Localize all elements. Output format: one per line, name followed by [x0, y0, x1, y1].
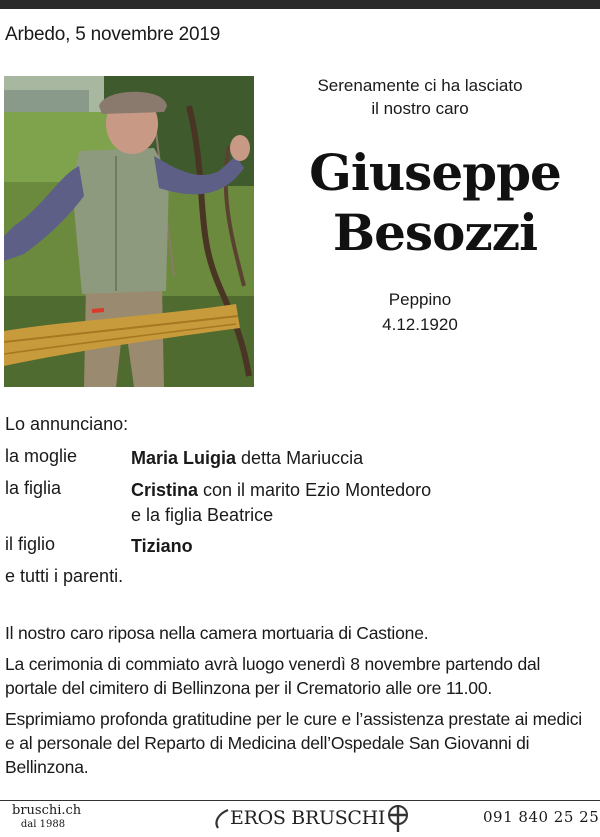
relative-extra: e la figlia Beatrice: [131, 505, 274, 525]
last-name: Besozzi: [332, 203, 538, 262]
paragraph-ceremony: La cerimonia di commiato avrà luogo venerdì 8 novembre partendo dal portale del cimitero di Bellinzona per il Crematorio alle ore 11.00.: [5, 654, 541, 698]
relative-detail: detta Mariuccia: [236, 448, 364, 468]
first-name: Giuseppe: [309, 143, 561, 202]
intro-line-1: Serenamente ci ha lasciato: [317, 76, 523, 95]
footer-logo: [212, 803, 411, 833]
paragraph-rest: Il nostro caro riposa nella camera mortuaria di Castione.: [5, 623, 429, 643]
footer-phone: 091 840 25 25: [483, 808, 600, 826]
relative-entry: [131, 446, 363, 471]
cross-circle-icon: [385, 803, 411, 833]
relative-name: Cristina: [131, 480, 199, 500]
nickname: Peppino: [388, 290, 452, 309]
footer-rule: [0, 800, 600, 801]
intro-line-2: il nostro caro: [371, 99, 469, 118]
relation-label: il figlio: [5, 534, 56, 554]
relative-entry: [131, 534, 193, 559]
announcement-heading: Lo annunciano:: [5, 414, 129, 434]
relative-entry: [131, 478, 431, 503]
place-date: Arbedo, 5 novembre 2019: [5, 24, 221, 45]
relative-detail: con il marito Ezio Montedoro: [198, 480, 432, 500]
relative-name: Maria Luigia: [131, 448, 237, 468]
intro-text: [300, 74, 540, 120]
top-rule: [0, 0, 600, 9]
relation-label: la moglie: [5, 446, 78, 466]
birth-date: 4.12.1920: [382, 315, 458, 334]
paragraph-gratitude: Esprimiamo profonda gratitudine per le cure e l’assistenza prestate ai medici e al personale del Reparto di Medicina dell’Ospedale San Giovanni di Bellinzona.: [5, 709, 582, 777]
footer-site-block: [12, 803, 82, 831]
swoosh-icon: [212, 806, 230, 830]
footer-logo-text: EROS BRUSCHI: [230, 807, 386, 829]
footer-site: bruschi.ch: [12, 803, 82, 818]
closing-line: e tutti i parenti.: [5, 566, 124, 586]
footer-since: dal 1988: [20, 819, 66, 830]
relative-name: Tiziano: [131, 536, 193, 556]
portrait-photo: [4, 76, 254, 387]
relation-label: la figlia: [5, 478, 62, 498]
